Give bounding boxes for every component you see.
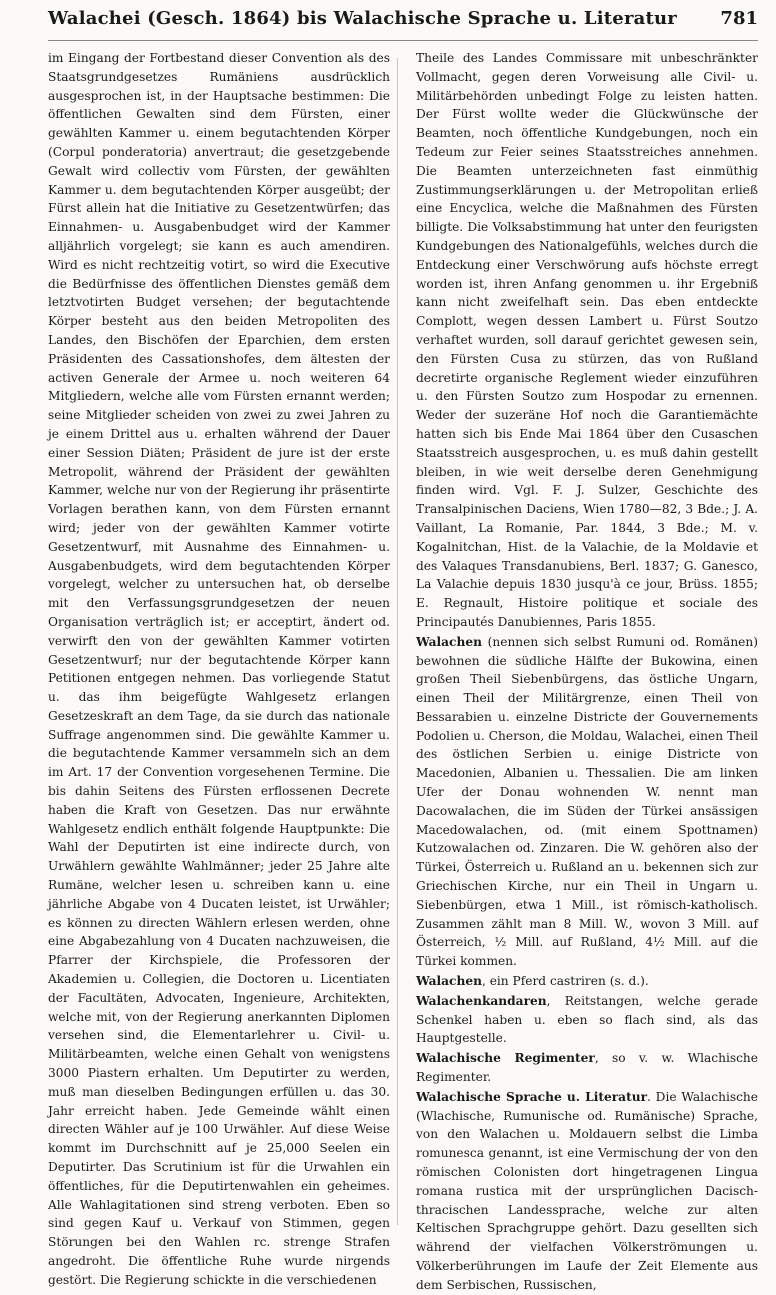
entry-text: . Die Walachische (Wlachische, Rumunische od. Rumänische) Sprache, von den Walachen u. Moldauern selbst die Limba romunesca genannt, ist eine Vermischung der von den römischen Colonisten dort hingetragenen Lingua romana rustica mit der ursprünglichen Dacisch-thracischen Landessprache, welche zur alten Keltischen Sprachgruppe gehört. Dazu gesellten sich während der vielfachen Völkerströmungen u. Völkerberührungen im Laufe der Zeit Elemente aus dem Serbischen, Russischen, — [416, 1089, 758, 1292]
entry-text: (nennen sich selbst Rumuni od. Romänen) bewohnen die südliche Hälfte der Bukowina, einen großen Theil Siebenbürgens, das östliche Ungarn, einen Theil der Militärgrenze, einen Theil von Bessarabien u. einzelne Districte der Gouvernements Podolien u. Cherson, die Moldau, Walachei, einen Theil des östlichen Serbien u. einige Districte von Macedonien, Albanien u. Thessalien. Die am linken Ufer der Donau wohnenden W. nennt man Dacowalachen, die im Süden der Türkei ansässigen Macedowalachen, od. (mit einem Spottnamen) Kutzowalachen od. Zinzaren. Die W. gehören also der Türkei, Österreich u. Rußland an u. bekennen sich zur Griechischen Kirche, nur ein Theil in Ungarn u. Siebenbürgen, etwa 1 Mill., ist römisch-katholisch. Zusammen zählt man 8 Mill. W., wovon 3 Mill. auf Österreich, ½ Mill. auf Rußland, 4½ Mill. auf die Türkei kommen. — [416, 634, 758, 969]
entry-text: , so v. w. Wlachische Regimenter. — [416, 1051, 758, 1085]
entry-walachische-regimenter — [416, 1049, 758, 1087]
page-number: 781 — [720, 8, 758, 29]
text-columns — [48, 49, 758, 1292]
entry-walachen-verb — [416, 972, 758, 991]
entry-walachenkandaren — [416, 992, 758, 1048]
left-column — [48, 49, 390, 1287]
entry-text: , ein Pferd castriren (s. d.). — [481, 974, 649, 989]
column-divider — [397, 58, 398, 1225]
entry-lemma: Walachenkandaren — [416, 993, 547, 1008]
entry-walachische-sprache — [416, 1088, 758, 1295]
entry-lemma: Walachen — [416, 974, 482, 989]
entry-lemma: Walachische Sprache u. Literatur — [416, 1089, 647, 1104]
entry-walachen — [416, 633, 758, 971]
entry-lemma: Walachische Regimenter — [416, 1051, 595, 1066]
left-column-text: im Eingang der Fortbestand dieser Convention als des Staatsgrundgesetzes Rumäniens ausdrücklich ausgesprochen ist, in der Hauptsache bestimmen: Die öffentlichen Gewalten sind dem Fürsten, einer gewählten Kammer u. einem begutachtenden Körper (Corpul ponderatoria) anvertraut; die gesetzgebende Gewalt wird collectiv vom Fürsten, der gewählten Kammer u. dem begutachtenden Körper ausgeübt; der Fürst allein hat die Initiative zu Gesetzentwürfen; das Einnahmen- u. Ausgabenbudget wird der Kammer alljährlich vorgelegt; sie kann es auch amendiren. Wird es nicht rechtzeitig votirt, so wird die Executive die Bedürfnisse des öffentlichen Dienstes gemäß dem letztvotirten Budget versehen; der begutachtende Körper besteht aus den beiden Metropoliten des Landes, den Bischöfen der Eparchien, dem ersten Präsidenten des Cassationshofes, dem ältesten der activen Generale der Armee u. noch weiteren 64 Mitgliedern, welche alle vom Fürsten ernannt werden; seine Mitglieder scheiden von zwei zu zwei Jahren zu je einem Drittel aus u. erhalten während der Dauer einer Session Diäten; Präsident de jure ist der erste Metropolit, während der Präsident der gewählten Kammer, welche nur von der Regierung ihr präsentirte Vorlagen berathen kann, von dem Fürsten ernannt wird; jeder von der gewählten Kammer votirte Gesetzentwurf, mit Ausnahme des Einnahmen- u. Ausgabenbudgets, wird dem begutachtenden Körper vorgelegt, welcher zu untersuchen hat, ob derselbe mit den Verfassungsgrundgesetzen der neuen Organisation verträglich ist; er acceptirt, ändert od. verwirft den von der gewählten Kammer votirten Gesetzentwurf; nur der begutachtende Körper kann Petitionen entgegen nehmen. Das vorliegende Statut u. das ihm beigefügte Wahlgesetz erlangen Gesetzeskraft an dem Tage, da sie durch das nationale Suffrage angenommen sind. Die gewählte Kammer u. die begutachtende Kammer versammeln sich an dem im Art. 17 der Convention vorgesehenen Termine. Die bis dahin Seitens des Fürsten erflossenen Decrete haben die Kraft von Gesetzen. Das nur erwähnte Wahlgesetz endlich enthält folgende Hauptpunkte: Die Wahl der Deputirten ist eine indirecte durch, von Urwählern gewählte Wahlmänner; jeder 25 Jahre alte Rumäne, welcher lesen u. schreiben kann u. eine jährliche Abgabe von 4 Ducaten leistet, ist Urwähler; es können zu directen Wählern erlesen werden, ohne eine Abgabezahlung von 4 Ducaten nachzuweisen, die Pfarrer der Kirchspiele, die Professoren der Akademien u. Collegien, die Doctoren u. Licentiaten der Facultäten, Advocaten, Ingenieure, Architekten, welche mit, von der Regierung anerkannten Diplomen versehen sind, die Elementarlehrer u. Civil- u. Militärbeamten, welche einen Gehalt von wenigstens 3000 Piastern erhalten. Um Deputirter zu werden, muß man dieselben Bedingungen erfüllen u. das 30. Jahr erreicht haben. Jede Gemeinde wählt einen directen Wähler auf je 100 Urwähler. Auf diese Weise kommt im Durchschnitt auf je 25,000 Seelen ein Deputirter. Das Scrutinium ist für die Urwahlen ein öffentliches, für die Deputirtenwahlen ein geheimes. Alle Wahlagitationen sind streng verboten. Eben so sind gegen Kauf u. Verkauf von Stimmen, gegen Störungen bei den Wahlen rc. strenge Strafen angedroht. Die öffentliche Ruhe wurde nirgends gestört. Die Regierung schickte in die verschiedenen — [48, 51, 390, 1287]
header-title: Walachei (Gesch. 1864) bis Walachische Sprache u. Literatur — [48, 8, 677, 29]
entry-text: , Reitstangen, welche gerade Schenkel haben u. eben so flach sind, als das Hauptgestelle. — [416, 993, 758, 1046]
right-column — [416, 49, 758, 1292]
running-header — [48, 8, 758, 41]
right-column-continuation: Theile des Landes Commissare mit unbeschränkter Vollmacht, gegen deren Vorweisung alle Civil- u. Militärbehörden unbedingt Folge zu leisten hatten. Der Fürst wollte weder die Glückwünsche der Beamten, noch öffentliche Kundgebungen, noch ein Tedeum zur Feier seines Staatsstreiches annehmen. Die Beamten unterzeichneten fast einmüthig Zustimmungserklärungen u. der Metropolitan erließ eine Encyclica, welche die Maßnahmen des Fürsten billigte. Die Volksabstimmung hat unter den feurigsten Kundgebungen des Nationalgefühls, welches durch die Entdeckung einer Verschwörung aufs höchste erregt worden ist, ihren Anfang genommen u. ihr Ergebniß kann nicht zweifelhaft sein. Das eben entdeckte Complott, wegen dessen Lambert u. Fürst Soutzo verhaftet wurden, soll darauf gerichtet gewesen sein, den Fürsten Cusa zu stürzen, das von Rußland decretirte organische Reglement wieder einzuführen u. den Fürsten Soutzo zum Hospodar zu ernennen. Weder der suzeräne Hof noch die Garantiemächte hatten sich bis Ende Mai 1864 über den Cusaschen Staatsstreich ausgesprochen, u. es muß dahin gestellt bleiben, in wie weit derselbe deren Genehmigung finden wird. Vgl. F. J. Sulzer, Geschichte des Transalpinischen Daciens, Wien 1780—82, 3 Bde.; J. A. Vaillant, La Romanie, Par. 1844, 3 Bde.; M. v. Kogalnitchan, Hist. de la Valachie, de la Moldavie et des Valaques Transdanubiens, Berl. 1837; G. Ganesco, La Valachie depuis 1830 jusqu'à ce jour, Brüss. 1855; E. Regnault, Histoire politique et sociale des Principautés Danubiennes, Paris 1855. — [416, 51, 758, 629]
entry-lemma: Walachen — [416, 634, 482, 649]
